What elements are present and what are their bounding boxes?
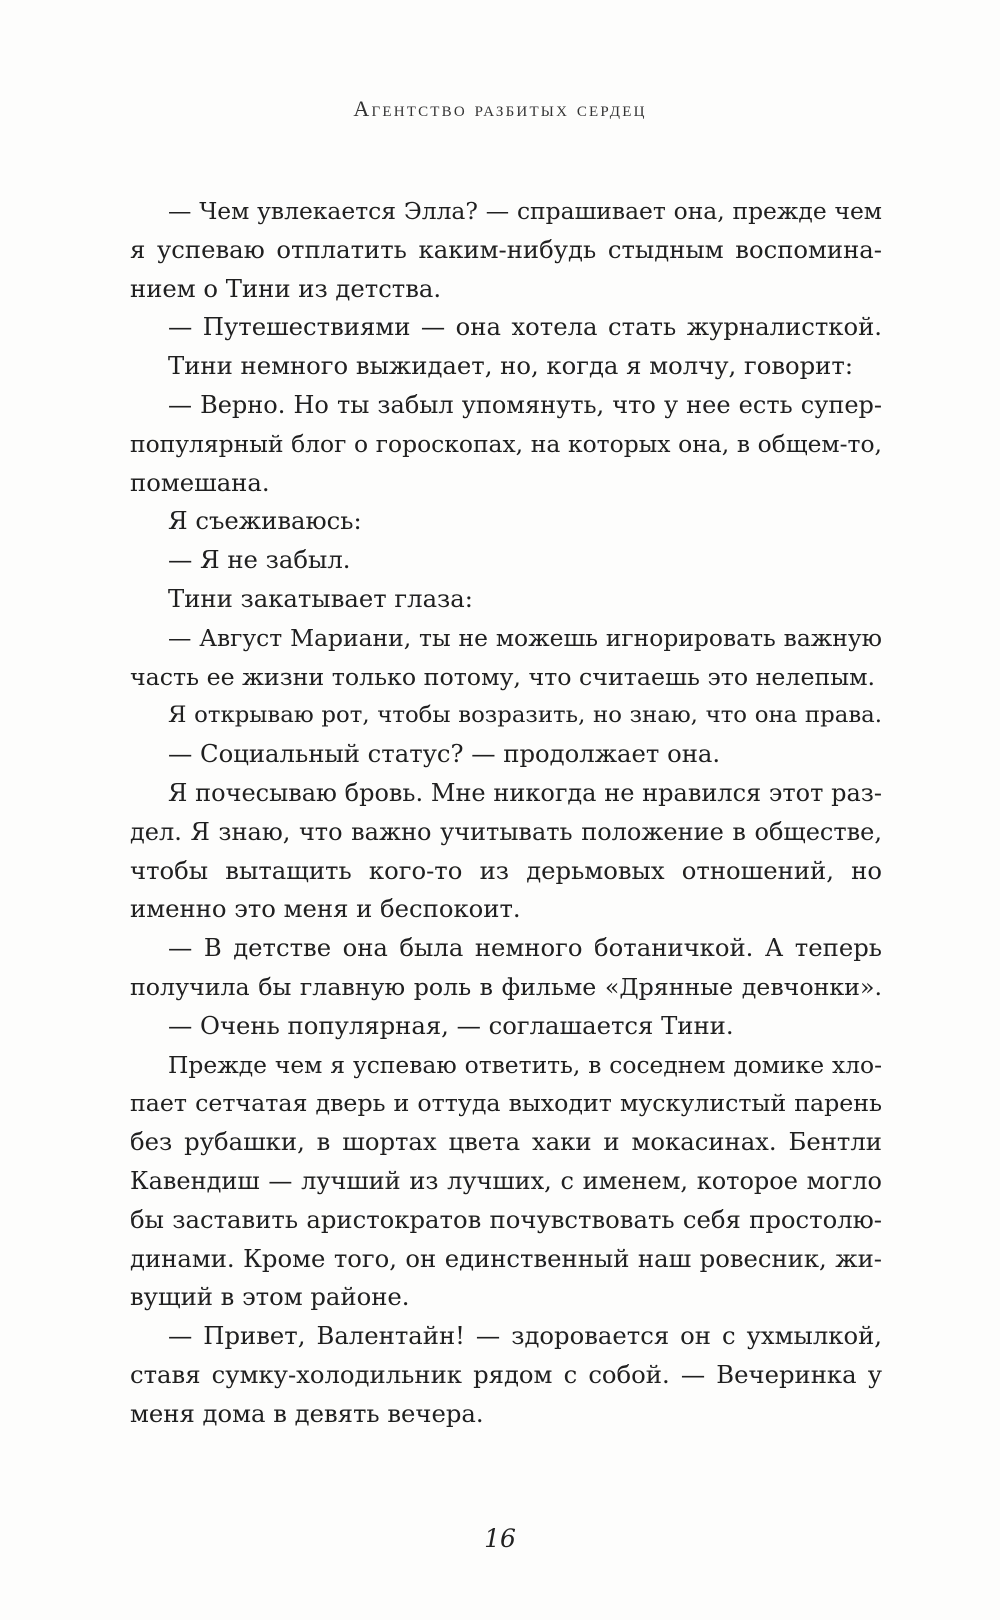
text-line: вущий в этом районе. xyxy=(130,1282,410,1312)
page-number: 16 xyxy=(484,1524,516,1553)
text-line: часть ее жизни только потому, что считаешь это нелепым. xyxy=(130,662,876,691)
text-line: чтобы вытащить кого-то из дерьмовых отношений, но xyxy=(130,855,882,885)
text-line: — Чем увлекается Элла? — спрашивает она, прежде чем xyxy=(168,197,882,225)
text-line: — Привет, Валентайн! — здоровается он с ухмылкой, xyxy=(168,1321,882,1351)
text-line: Тини закатывает глаза: xyxy=(168,583,473,613)
text-line: именно это меня и беспокоит. xyxy=(130,894,521,924)
text-line: бы заставить аристократов почувствовать себя простолю- xyxy=(130,1204,882,1234)
text-line: динами. Кроме того, он единственный наш ровесник, жи- xyxy=(130,1243,882,1273)
text-line: пает сетчатая дверь и оттуда выходит мускулистый парень xyxy=(130,1089,882,1118)
text-line: — Верно. Но ты забыл упомянуть, что у нее есть супер- xyxy=(168,390,882,419)
text-line: нием о Тини из детства. xyxy=(130,273,442,303)
text-line: дел. Я знаю, что важно учитывать положение в обществе, xyxy=(130,817,882,846)
text-line: — В детстве она была немного ботаничкой. А теперь xyxy=(168,933,882,963)
text-line: Прежде чем я успеваю ответить, в соседнем домике хло- xyxy=(168,1050,882,1079)
text-line: — Социальный статус? — продолжает она. xyxy=(168,739,721,769)
text-line: меня дома в девять вечера. xyxy=(130,1398,484,1428)
text-line: я успеваю отплатить каким-нибудь стыдным воспомина- xyxy=(130,234,882,264)
text-line: Кавендиш — лучший из лучших, с именем, которое могло xyxy=(130,1166,882,1195)
text-line: популярный блог о гороскопах, на которых она, в общем-то, xyxy=(130,429,882,458)
text-line: ставя сумку-холодильник рядом с собой. — Вечеринка у xyxy=(130,1359,882,1389)
text-line: Я открываю рот, чтобы возразить, но знаю, что она права. xyxy=(168,702,882,729)
text-line: Тини немного выжидает, но, когда я молчу, говорит: xyxy=(168,351,853,381)
running-head: Агентство разбитых сердец xyxy=(353,96,647,121)
text-line: — Август Мариани, ты не можешь игнорировать важную xyxy=(168,623,882,652)
text-line: Я съеживаюсь: xyxy=(168,506,362,536)
text-line: помешана. xyxy=(130,467,270,497)
text-line: — Путешествиями — она хотела стать журналисткой. xyxy=(168,312,882,342)
text-line: — Я не забыл. xyxy=(168,545,351,575)
text-line: Я почесываю бровь. Мне никогда не нравился этот раз- xyxy=(168,778,882,807)
text-line: получила бы главную роль в фильме «Дрянные девчонки». xyxy=(130,972,882,1001)
body-text xyxy=(130,192,882,1434)
text-line: без рубашки, в шортах цвета хаки и мокасинах. Бентли xyxy=(130,1127,882,1157)
text-line: — Очень популярная, — соглашается Тини. xyxy=(168,1010,734,1040)
